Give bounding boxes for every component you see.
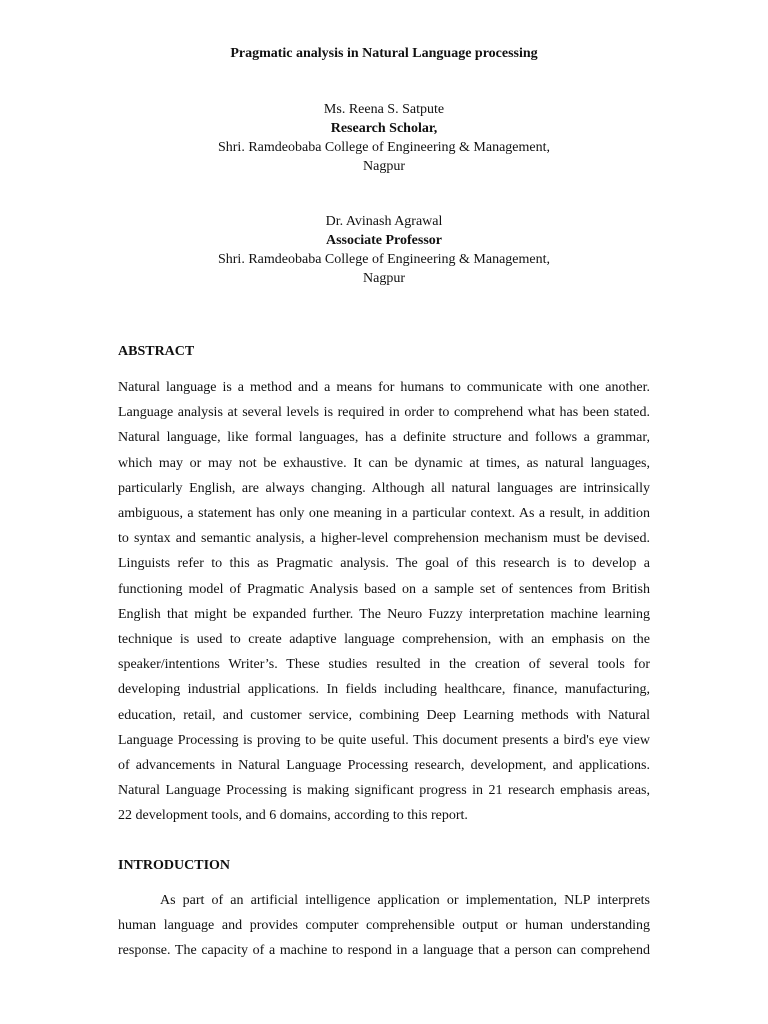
introduction-heading: INTRODUCTION [118, 858, 231, 873]
abstract-line: technique is used to create adaptive language comprehension, with an emphasis on the [118, 632, 650, 648]
abstract-line: functioning model of Pragmatic Analysis based on a sample set of sentences from British [118, 581, 650, 597]
abstract-line: Linguists refer to this as Pragmatic analysis. The goal of this research is to develop a [118, 556, 650, 572]
author-role: Associate Professor [326, 233, 442, 248]
abstract-line: Language analysis at several levels is required in order to comprehend what has been stated. [118, 405, 650, 421]
abstract-line: Natural language, like formal languages, has a definite structure and follows a grammar, [118, 430, 650, 446]
author-block-1 [0, 100, 768, 176]
abstract-line: 22 development tools, and 6 domains, according to this report. [118, 808, 468, 824]
author-block-2 [0, 212, 768, 288]
author-affiliation: Shri. Ramdeobaba College of Engineering & Management, [217, 252, 551, 267]
abstract-heading: ABSTRACT [118, 344, 195, 359]
abstract-line: developing industrial applications. In fields including healthcare, finance, manufacturing, [118, 682, 650, 698]
abstract-line: ambiguous, a statement has only one meaning in a particular context. As a result, in addition [118, 506, 650, 522]
abstract-line: speaker/intentions Writer’s. These studies resulted in the creation of several tools for [118, 657, 650, 673]
paper-title: Pragmatic analysis in Natural Language processing [230, 46, 538, 61]
author-city: Nagpur [363, 271, 405, 286]
author-name: Dr. Avinash Agrawal [325, 214, 443, 229]
abstract-line: Natural language is a method and a means for humans to communicate with one another. [118, 380, 650, 395]
author-affiliation: Shri. Ramdeobaba College of Engineering & Management, [217, 140, 551, 155]
abstract-line: which may or may not be exhaustive. It can be dynamic at times, as natural languages, [118, 455, 650, 471]
abstract-line: Language Processing is proving to be quite useful. This document presents a bird's eye view [118, 732, 650, 748]
introduction-line: As part of an artificial intelligence application or implementation, NLP interprets [160, 893, 650, 908]
abstract-line: particularly English, are always changing. Although all natural languages are intrinsically [118, 480, 650, 496]
abstract-line: to syntax and semantic analysis, a higher-level comprehension mechanism must be devised. [118, 531, 650, 547]
introduction-paragraph [118, 888, 650, 964]
abstract-line: education, retail, and customer service, combining Deep Learning methods with Natural [118, 707, 650, 723]
author-name: Ms. Reena S. Satpute [323, 102, 445, 117]
introduction-line: response. The capacity of a machine to respond in a language that a person can comprehend [118, 943, 650, 959]
author-role: Research Scholar, [330, 121, 438, 136]
author-city: Nagpur [363, 159, 405, 174]
abstract-line: English that might be expanded further. The Neuro Fuzzy interpretation machine learning [118, 606, 650, 622]
introduction-line: human language and provides computer comprehensible output or human understanding [118, 918, 650, 934]
abstract-paragraph [118, 375, 650, 829]
abstract-line: Natural Language Processing is making significant progress in 21 research emphasis areas, [118, 783, 650, 799]
abstract-line: of advancements in Natural Language Processing research, development, and applications. [118, 758, 650, 774]
